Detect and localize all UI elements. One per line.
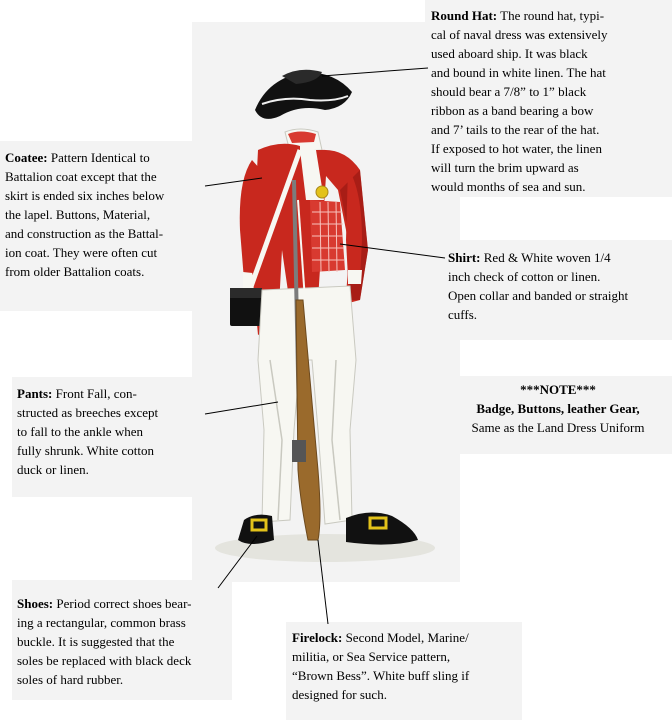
round-hat-line-2: cal of naval dress was extensively <box>431 27 608 42</box>
round-hat-line-3: used aboard ship. It was black <box>431 46 588 61</box>
round-hat-line-8: If exposed to hot water, the linen <box>431 141 602 156</box>
shoes-line-1: Shoes: Period correct shoes bear- <box>17 596 192 611</box>
shoes-title: Shoes: <box>17 596 54 611</box>
coatee-line-2: Battalion coat except that the <box>5 169 157 184</box>
notice-line: Same as the Land Dress Uniform <box>471 420 645 435</box>
coatee-line-3: skirt is ended six inches below <box>5 188 165 203</box>
round-hat-line-4: and bound in white linen. The hat <box>431 65 606 80</box>
firelock-line-2: militia, or Sea Service pattern, <box>292 649 451 664</box>
round-hat-line-9: will turn the brim upward as <box>431 160 579 175</box>
notice-bold-line: Badge, Buttons, leather Gear, <box>476 401 640 416</box>
shoes-line-4: soles be replaced with black deck <box>17 653 192 668</box>
round-hat-line-1: Round Hat: The round hat, typi- <box>431 8 605 23</box>
shoes-line-3: buckle. It is suggested that the <box>17 634 175 649</box>
firelock-note <box>292 628 522 704</box>
pants-line-2: structed as breeches except <box>17 405 159 420</box>
coatee-line-5: and construction as the Battal- <box>5 226 164 241</box>
coatee-title: Coatee: <box>5 150 48 165</box>
round-hat-line-5: should bear a 7/8” to 1” black <box>431 84 587 99</box>
round-hat-drawing <box>255 70 352 119</box>
shirt-line-4: cuffs. <box>448 307 478 322</box>
round-hat-note <box>431 6 671 196</box>
firelock-title: Firelock: <box>292 630 343 645</box>
firelock-line-1: Firelock: Second Model, Marine/ <box>292 630 469 645</box>
pants-line-5: duck or linen. <box>17 462 89 477</box>
firelock-line-3: “Brown Bess”. White buff sling if <box>292 668 470 683</box>
pants-note <box>17 384 212 479</box>
coatee-line-4: the lapel. Buttons, Material, <box>5 207 151 222</box>
pants-line-1: Pants: Front Fall, con- <box>17 386 137 401</box>
round-hat-line-7: and 7’ tails to the rear of the hat. <box>431 122 600 137</box>
collar-check <box>288 132 316 144</box>
round-hat-line-6: ribbon as a band bearing a bow <box>431 103 594 118</box>
coatee-line-1: Coatee: Pattern Identical to <box>5 150 150 165</box>
shirt-line-1: Shirt: Red & White woven 1/4 <box>448 250 611 265</box>
round-hat-line-10: would months of sea and sun. <box>431 179 586 194</box>
shoes-line-2: ing a rectangular, common brass <box>17 615 186 630</box>
shoes-note <box>17 594 232 689</box>
shirt-note <box>448 248 672 324</box>
pants-line-3: to fall to the ankle when <box>17 424 143 439</box>
pants-title: Pants: <box>17 386 53 401</box>
shirt-title: Shirt: <box>448 250 481 265</box>
coatee-line-6: ion coat. They were often cut <box>5 245 158 260</box>
shirt-line-3: Open collar and banded or straight <box>448 288 629 303</box>
coatee-note <box>5 148 205 281</box>
shirt-line-2: inch check of cotton or linen. <box>448 269 601 284</box>
firelock-line-4: designed for such. <box>292 687 387 702</box>
pants-line-4: fully shrunk. White cotton <box>17 443 154 458</box>
shoes-line-5: soles of hard rubber. <box>17 672 124 687</box>
badge <box>316 186 328 198</box>
round-hat-title: Round Hat: <box>431 8 498 23</box>
coatee-line-7: from older Battalion coats. <box>5 264 145 279</box>
notice-heading: ***NOTE*** <box>520 382 596 397</box>
notice-note <box>444 380 672 437</box>
